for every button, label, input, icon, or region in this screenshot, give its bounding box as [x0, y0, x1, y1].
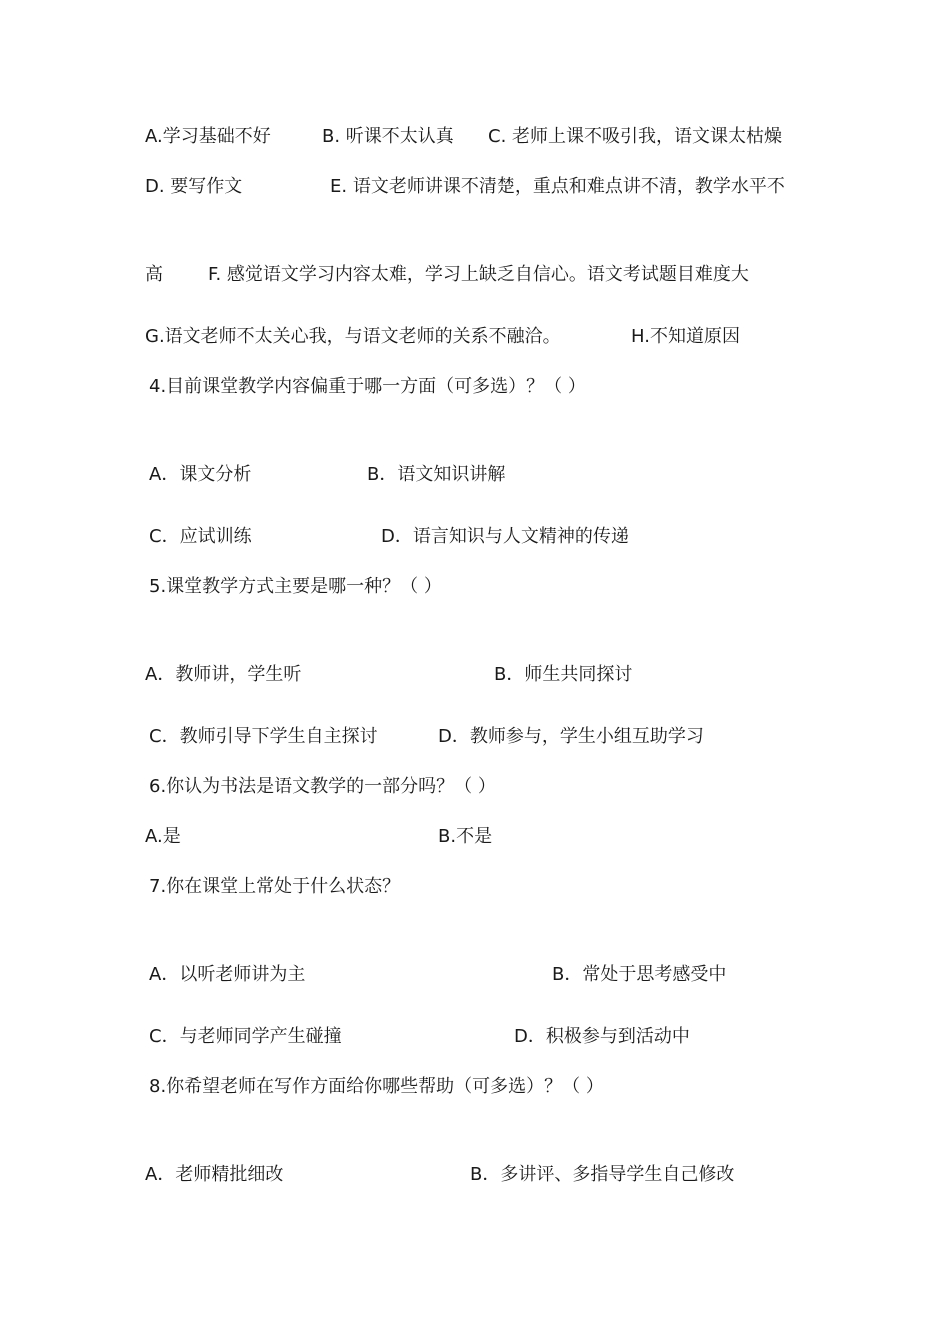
q6-question: 6.你认为书法是语文教学的一部分吗？（ ） [149, 776, 496, 797]
q8-question: 8.你希望老师在写作方面给你哪些帮助（可多选）？（ ） [149, 1076, 604, 1097]
q4-option-a: A．课文分析 [149, 464, 252, 485]
q8-option-b: B．多讲评、多指导学生自己修改 [470, 1164, 735, 1185]
q5-option-b: B．师生共同探讨 [494, 664, 633, 685]
q3-option-c: C. 老师上课不吸引我，语文课太枯燥 [488, 126, 783, 147]
q5-question: 5.课堂教学方式主要是哪一种？（ ） [149, 576, 442, 597]
q4-option-d: D．语言知识与人文精神的传递 [381, 526, 629, 547]
q5-option-a: A．教师讲，学生听 [145, 664, 302, 685]
q3-option-h: H.不知道原因 [631, 326, 740, 347]
q6-option-b: B.不是 [438, 826, 493, 847]
q3-option-e-continued: 高 [145, 264, 163, 285]
q7-option-d: D．积极参与到活动中 [514, 1026, 690, 1047]
q8-option-a: A．老师精批细改 [145, 1164, 284, 1185]
q4-option-c: C．应试训练 [149, 526, 252, 547]
q5-option-d: D．教师参与，学生小组互助学习 [438, 726, 704, 747]
q3-option-a: A.学习基础不好 [145, 126, 271, 147]
q3-option-d: D. 要写作文 [145, 176, 243, 197]
q4-option-b: B．语文知识讲解 [367, 464, 506, 485]
q3-option-f: F. 感觉语文学习内容太难，学习上缺乏自信心。语文考试题目难度大 [208, 264, 749, 285]
q6-option-a: A.是 [145, 826, 181, 847]
q7-option-c: C．与老师同学产生碰撞 [149, 1026, 342, 1047]
q4-question: 4.目前课堂教学内容偏重于哪一方面（可多选）？（ ） [149, 376, 586, 397]
q7-option-b: B．常处于思考感受中 [552, 964, 727, 985]
q3-option-e: E. 语文老师讲课不清楚，重点和难点讲不清，教学水平不 [330, 176, 785, 197]
q5-option-c: C．教师引导下学生自主探讨 [149, 726, 378, 747]
q3-option-b: B. 听课不太认真 [322, 126, 454, 147]
q3-option-g: G.语文老师不太关心我，与语文老师的关系不融洽。 [145, 326, 561, 347]
q7-question: 7.你在课堂上常处于什么状态？ [149, 876, 401, 897]
q7-option-a: A．以听老师讲为主 [149, 964, 306, 985]
